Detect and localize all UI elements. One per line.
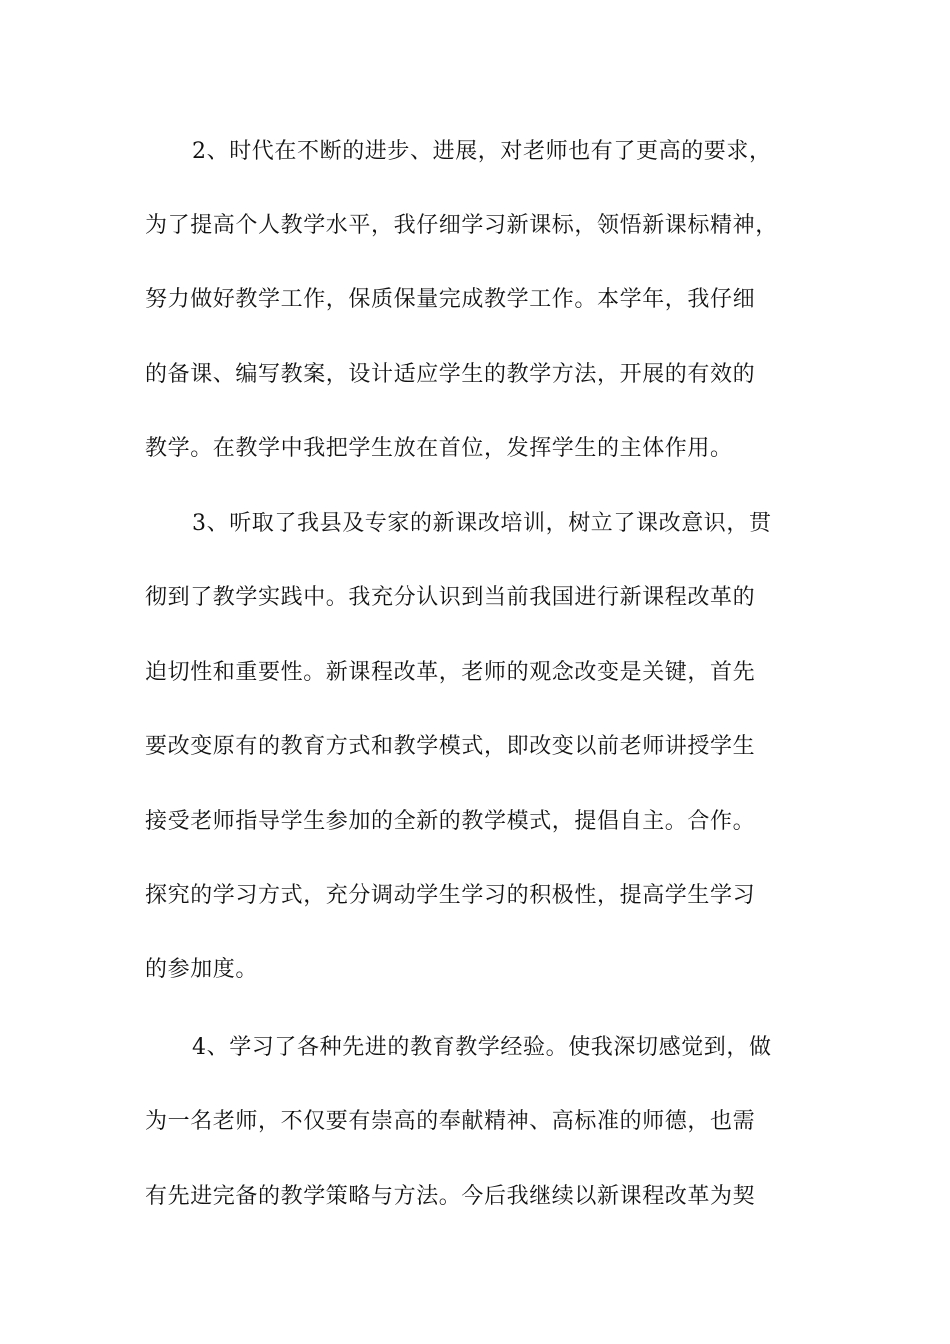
paragraph-2-line-3: 努力做好教学工作，保质保量完成教学工作。本学年，我仔细	[145, 287, 756, 312]
paragraph-3-line-4: 要改变原有的教育方式和教学模式，即改变以前老师讲授学生	[145, 734, 756, 759]
paragraph-2-line-1: 2、时代在不断的进步、进展，对老师也有了更高的要求，	[192, 139, 772, 164]
paragraph-4-line-2: 为一名老师，不仅要有崇高的奉献精神、高标准的师德，也需	[145, 1109, 756, 1134]
paragraph-3-line-1: 3、听取了我县及专家的新课改培训，树立了课改意识，贯	[192, 511, 772, 536]
paragraph-4-line-1: 4、学习了各种先进的教育教学经验。使我深切感觉到，做	[192, 1035, 772, 1060]
paragraph-2-line-5: 教学。在教学中我把学生放在首位，发挥学生的主体作用。	[145, 436, 733, 461]
paragraph-3-line-5: 接受老师指导学生参加的全新的教学模式，提倡自主。合作。	[145, 809, 756, 834]
paragraph-3-line-6: 探究的学习方式，充分调动学生学习的积极性，提高学生学习	[145, 883, 756, 908]
paragraph-4-line-3: 有先进完备的教学策略与方法。今后我继续以新课程改革为契	[145, 1184, 756, 1209]
paragraph-3-line-7: 的参加度。	[145, 957, 259, 982]
paragraph-2-line-2: 为了提高个人教学水平，我仔细学习新课标，领悟新课标精神，	[145, 213, 778, 238]
paragraph-3-line-2: 彻到了教学实践中。我充分认识到当前我国进行新课程改革的	[145, 585, 756, 610]
paragraph-3-line-3: 迫切性和重要性。新课程改革，老师的观念改变是关键，首先	[145, 660, 756, 685]
paragraph-2-line-4: 的备课、编写教案，设计适应学生的教学方法，开展的有效的	[145, 362, 756, 387]
